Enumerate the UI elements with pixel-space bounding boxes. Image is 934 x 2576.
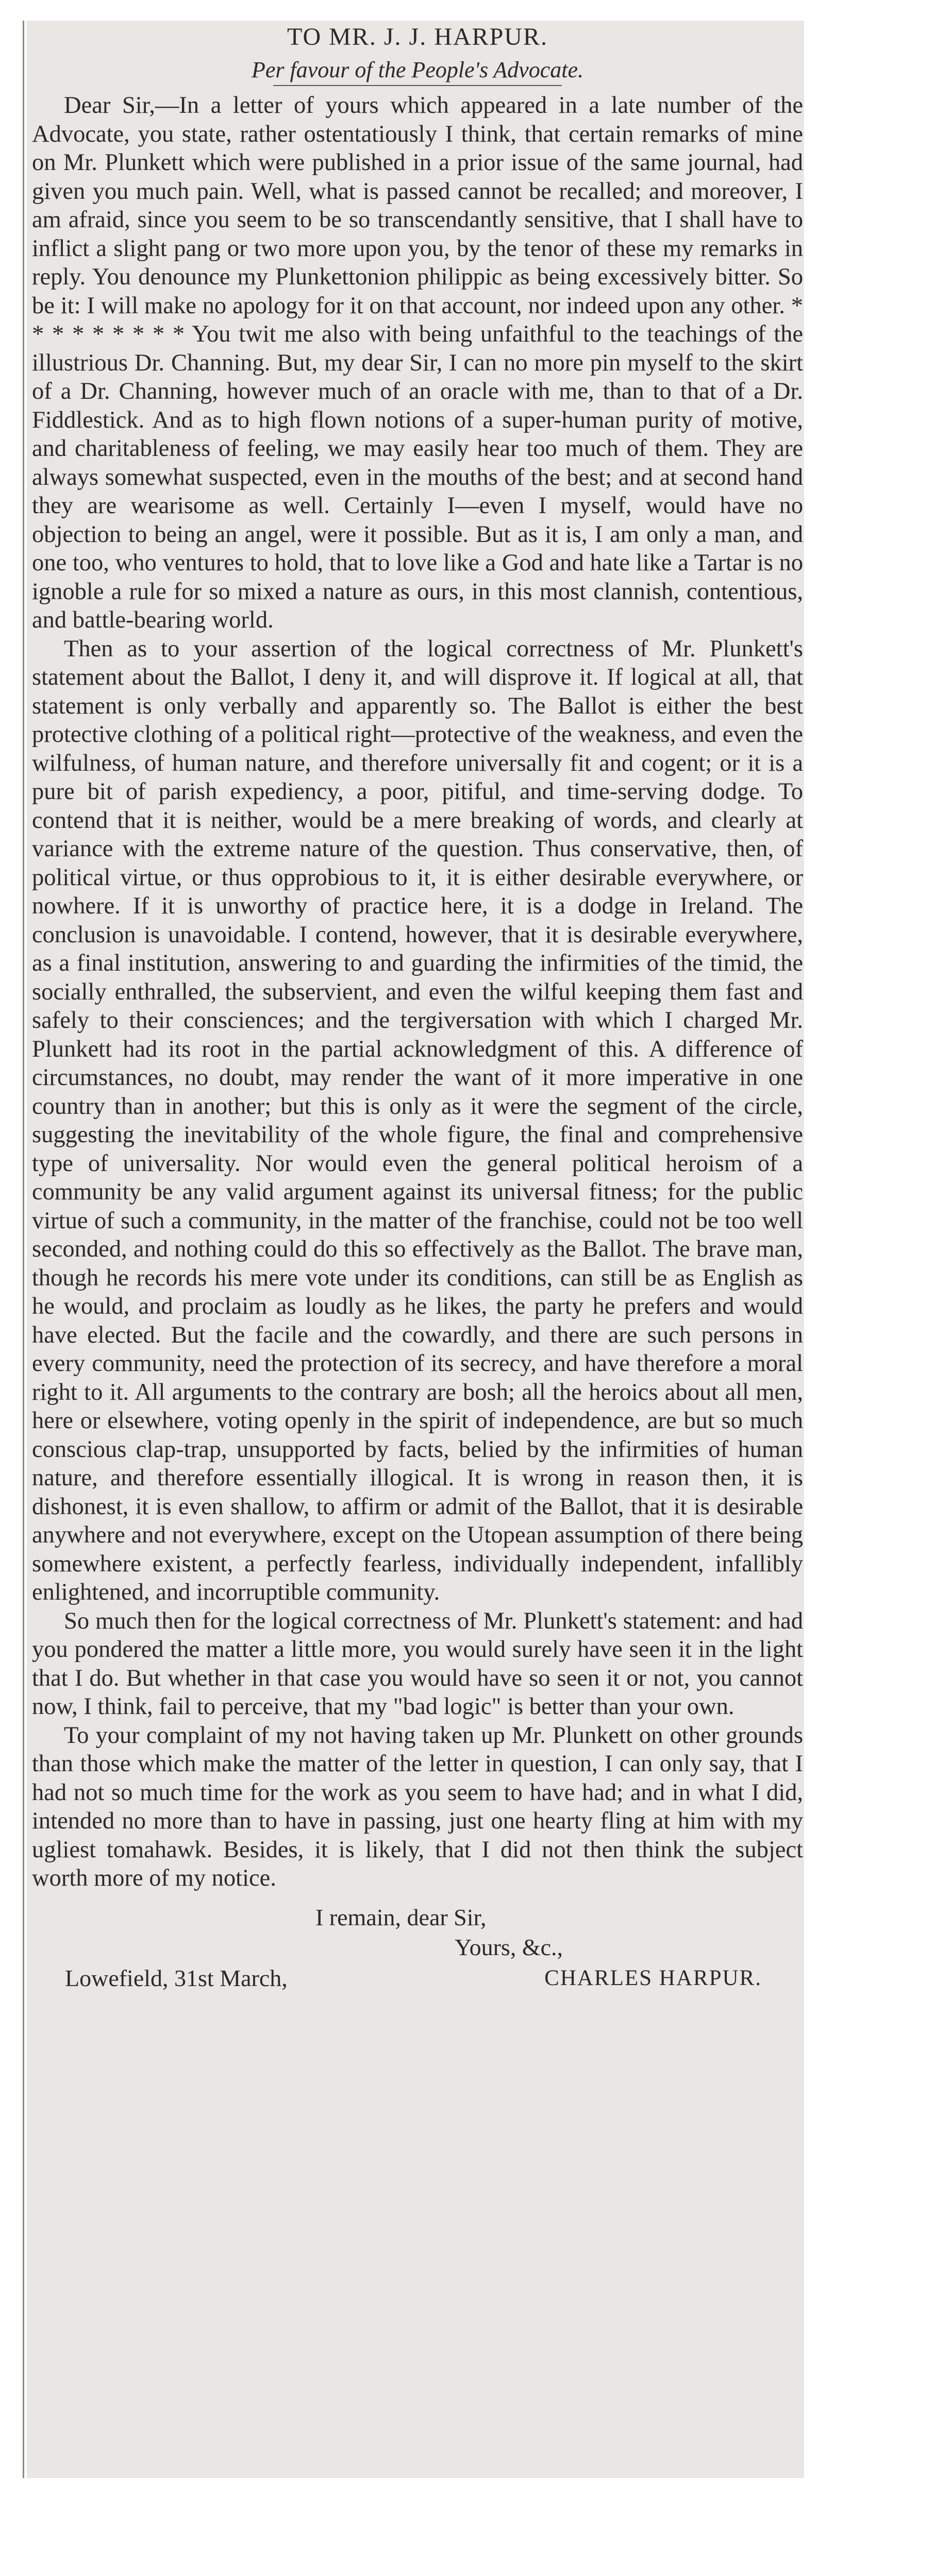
letter-article [32, 21, 803, 1995]
article-headline: TO MR. J. J. HARPUR. [287, 23, 548, 50]
article-byline: Per favour of the People's Advocate. [252, 57, 583, 82]
closing-salutation: I remain, dear Sir, [315, 1904, 487, 1930]
closing-yours: Yours, &c., [455, 1934, 563, 1960]
column-rule [23, 21, 24, 2478]
article-body [32, 91, 803, 1893]
paragraph-1: Dear Sir,—In a letter of yours which appeared in a late number of the Advocate, you state, rather ostentatiously I think, that certain remarks of mine on Mr. Plunkett which were published in a prior issue of the same journal, had given you much pain. Well, what is passed cannot be recalled; and moreover, I am afraid, since you seem to be so transcendantly sensitive, that I shall have to inflict a slight pang or two more upon you, by the tenor of these my remarks in reply. You denounce my Plunkettonion philippic as being excessively bitter. So be it: I will make no apology for it on that account, nor indeed upon any other. * * * * * * * * * You twit me also with being unfaithful to the teachings of the illustrious Dr. Channing. But, my dear Sir, I can no more pin myself to the skirt of a Dr. Channing, however much of an oracle with me, than to that of a Dr. Fiddlestick. And as to high flown notions of a super-human purity of motive, and charitableness of feeling, we may easily hear too much of them. They are always somewhat suspected, even in the mouths of the best; and at second hand they are wearisome as well. Certainly I—even I myself, would have no objection to being an angel, were it possible. But as it is, I am only a man, and one too, who ventures to hold, that to love like a God and hate like a Tartar is no ignoble a rule for so mixed a nature as ours, in this most clannish, contentious, and battle-bearing world. [32, 92, 803, 633]
letter-closing [32, 1902, 803, 1995]
author-signature: CHARLES HARPUR. [544, 1965, 762, 1990]
signature-row [32, 1962, 803, 1995]
byline-divider [273, 85, 562, 86]
paragraph-4: To your complaint of my not having taken up Mr. Plunkett on other grounds than those which make the matter of the letter in question, I can only say, that I had not so much time for the work as you seem to have had; and in what I did, intended no more than to have in passing, just one hearty fling at him with my ugliest tomahawk. Besides, it is likely, that I did not then think the subject worth more of my notice. [32, 1722, 803, 1891]
paragraph-3: So much then for the logical correctness of Mr. Plunkett's statement: and had you pondered the matter a little more, you would surely have seen it in the light that I do. But whether in that case you would have so seen it or not, you cannot now, I think, fail to perceive, that my "bad logic" is better than your own. [32, 1607, 803, 1720]
paragraph-2: Then as to your assertion of the logical correctness of Mr. Plunkett's statement about the Ballot, I deny it, and will disprove it. If logical at all, that statement is only verbally and apparently so. The Ballot is either the best protective clothing of a political right—protective of the weakness, and even the wilfulness, of human nature, and therefore universally fit and cogent; or it is a pure bit of parish expediency, a poor, pitiful, and time-serving dodge. To contend that it is neither, would be a mere breaking of words, and clearly at variance with the extreme nature of the question. Thus conservative, then, of political virtue, or thus opprobious to it, it is either desirable everywhere, or nowhere. If it is unworthy of practice here, it is a dodge in Ireland. The conclusion is unavoidable. I contend, however, that it is desirable everywhere, as a final institution, answering to and guarding the infirmities of the timid, the socially enthralled, the subservient, and even the wilful keeping them fast and safely to their consciences; and the tergiversation with which I charged Mr. Plunkett had its root in the partial acknowledgment of this. A difference of circumstances, no doubt, may render the want of it more imperative in one country than in another; but this is only as it were the segment of the circle, suggesting the inevitability of the whole figure, the final and comprehensive type of universality. Nor would even the general political heroism of a community be any valid argument against its universal fitness; for the public virtue of such a community, in the matter of the franchise, could not be too well seconded, and nothing could do this so effectively as the Ballot. The brave man, though he records his mere vote under its conditions, can still be as English as he would, and proclaim as loudly as he likes, the party he prefers and would have elected. But the facile and the cowardly, and there are such persons in every community, need the protection of its secrecy, and have therefore a moral right to it. All arguments to the contrary are bosh; all the heroics about all men, here or elsewhere, voting openly in the spirit of independence, are but so much conscious clap-trap, unsupported by facts, belied by the infirmities of human nature, and therefore essentially illogical. It is wrong in reason then, it is dishonest, it is even shallow, to affirm or admit of the Ballot, that it is desirable anywhere and not everywhere, except on the Utopean assumption of there being somewhere existent, a perfectly fearless, individually independent, infallibly enlightened, and incorruptible community. [32, 635, 803, 1605]
place-and-date: Lowefield, 31st March, [65, 1964, 288, 1991]
